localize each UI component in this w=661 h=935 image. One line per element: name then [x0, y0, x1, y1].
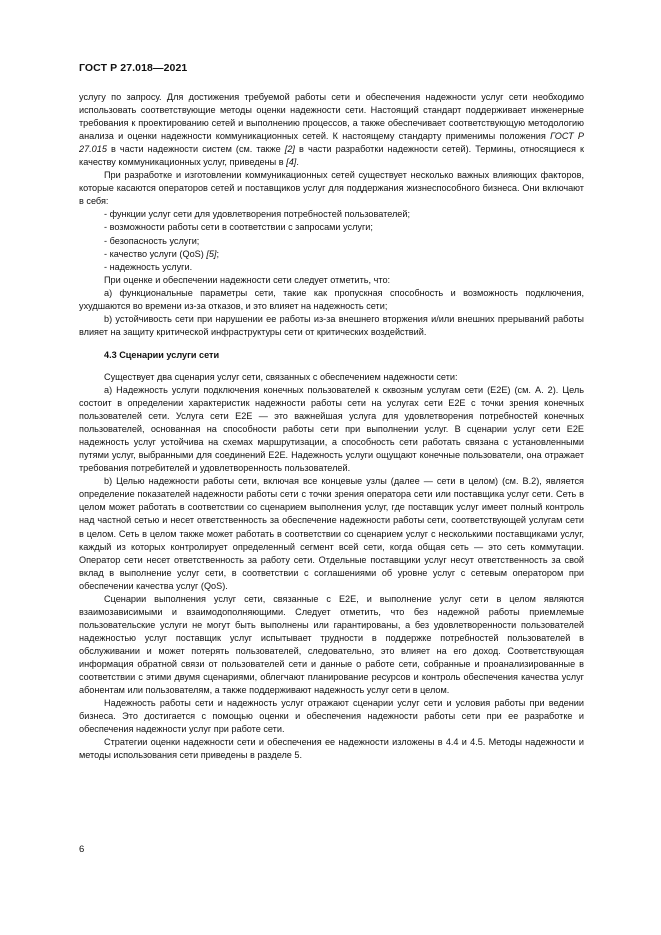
paragraph-strategies: Стратегии оценки надежности сети и обеспечения ее надежности изложены в 4.4 и 4.5. Методы надежности и методы использования сети приведены в разделе 5.: [79, 737, 584, 761]
reference-4: [4]: [286, 157, 297, 168]
paragraph-factors: При разработке и изготовлении коммуникационных сетей существует несколько важных влияющих факторов, которые касаются операторов сетей и поставщиков услуг для поддержания жизнеспособного бизнеса. Они включают в себя:: [79, 170, 584, 207]
reference-5: [5]: [206, 248, 217, 259]
paragraph-scenario-a: а) Надежность услуги подключения конечных пользователей к сквозным услугам сети (E2E) (см. А. 2). Цель состоит в определении характеристик надежности работы сети на услугах сети E2E с точки зрения конечных пользователей сети. Услуга сети E2E — это важнейшая услуга для удовлетворения потребностей конечных пользователей, основанная на способности работы сети при выполнении услуг. В сценарии услуг сети E2E надежность услуг устойчива на схемах маршрутизации, а способность сети работать связана с установленными путями услуг, выбранными для соединений E2E. Надежность услуги ощущают конечные пользователи, она отражает требования потребителей и удовлетворенность пользователей.: [79, 384, 584, 474]
paragraph-business: Надежность работы сети и надежность услуг отражают сценарии услуг сети и условия работы при ведении бизнеса. Это достигается с помощью оценки и обеспечения надежности работы сети при ее разработке и обеспечения надежности услуг при работе сети.: [79, 698, 584, 735]
paragraph-intro: услугу по запросу. Для достижения требуемой работы сети и обеспечения надежности услуг сети необходимо использовать соответствующие методы оценки надежности сети. Настоящий стандарт поддерживает инженерные требования к проектированию сетей и выполнению процессов, а также обеспечивает соответствующую методологию анализа и оценки надежности коммуникационных сетей. К настоящему стандарту применимы положения ГОСТ Р 27.015 в части надежности систем (см. также [2] в части разработки надежности сетей). Термины, относящиеся к качеству коммуникационных услуг, приведены в [4].: [79, 92, 584, 168]
document-header: ГОСТ Р 27.018—2021: [79, 62, 188, 74]
document-body: [79, 91, 584, 762]
paragraph-notes-intro: При оценке и обеспечении надежности сети следует отметить, что:: [104, 274, 391, 285]
list-item: b) устойчивость сети при нарушении ее работы из-за внешнего вторжения и/или внешних прерываний работы влияет на защиту критической инфраструктуры сети от критических воздействий.: [79, 313, 584, 337]
list-item: - безопасность услуги;: [104, 235, 200, 246]
paragraph-interdependence: Сценарии выполнения услуг сети, связанные с E2E, и выполнение услуг сети в целом являются взаимозависимыми и взаимодополняющими. Следует отметить, что без надежной работы приемлемые пользовательские услуги не могут быть выполнены или гарантированы, а без удовлетворенности пользователей надежностью услуг поставщик услуг испытывает трудности в поддержке потребностей пользователей в обслуживании и может потерять пользователей, следовательно, это влияет на его доход. Соответствующая информация обратной связи от пользователей сети и данные о работе сети, собранные и проанализированные в соответствии с этими двумя сценариями, облегчают планирование ресурсов и контроль обеспечения качества услуг абонентам или пользователям, а также поддерживают надежность услуг сети в целом.: [79, 593, 584, 696]
paragraph-scenarios-intro: Существует два сценария услуг сети, связанных с обеспечением надежности сети:: [104, 371, 458, 382]
section-heading: 4.3 Сценарии услуги сети: [104, 349, 220, 360]
paragraph-scenario-b: b) Целью надежности работы сети, включая все концевые узлы (далее — сети в целом) (см. В.2), является определение показателей надежности работы сети с точки зрения оператора сети или поставщика услуг сети. Сеть в целом может работать в соответствии со сценарием выполнения услуг, где поставщик услуг имеет полный контроль над частной сетью и несет ответственность за обеспечение надежности работы сети, соответствующей услугам сети в целом. Сеть в целом также может работать в соответствии со сценарием услуг с несколькими поставщиками услуг, каждый из которых контролирует определенный сегмент всей сети, когда общая сеть — это сеть коммутации. Оператор сети несет ответственность за работу сети. Отдельные поставщики услуг несут ответственность за свой вклад в выполнение услуг сети, в соответствии с соглашениями об уровне услуг с сетевым оператором при обеспечении качества услуг (QoS).: [79, 476, 584, 591]
list-item: - возможности работы сети в соответствии с запросами услуги;: [104, 222, 373, 233]
reference-gost: ГОСТ Р 27.015: [79, 131, 584, 155]
reference-2: [2]: [284, 144, 295, 155]
list-item: - качество услуги (QoS) [5];: [104, 248, 220, 259]
list-item: - функции услуг сети для удовлетворения потребностей пользователей;: [104, 209, 411, 220]
list-item: - надежность услуги.: [104, 261, 193, 272]
page-number: 6: [79, 844, 85, 855]
list-item: а) функциональные параметры сети, такие как пропускная способность и возможность подключения, ухудшаются во времени из-за отказов, и это влияет на надежность сети;: [79, 287, 584, 311]
